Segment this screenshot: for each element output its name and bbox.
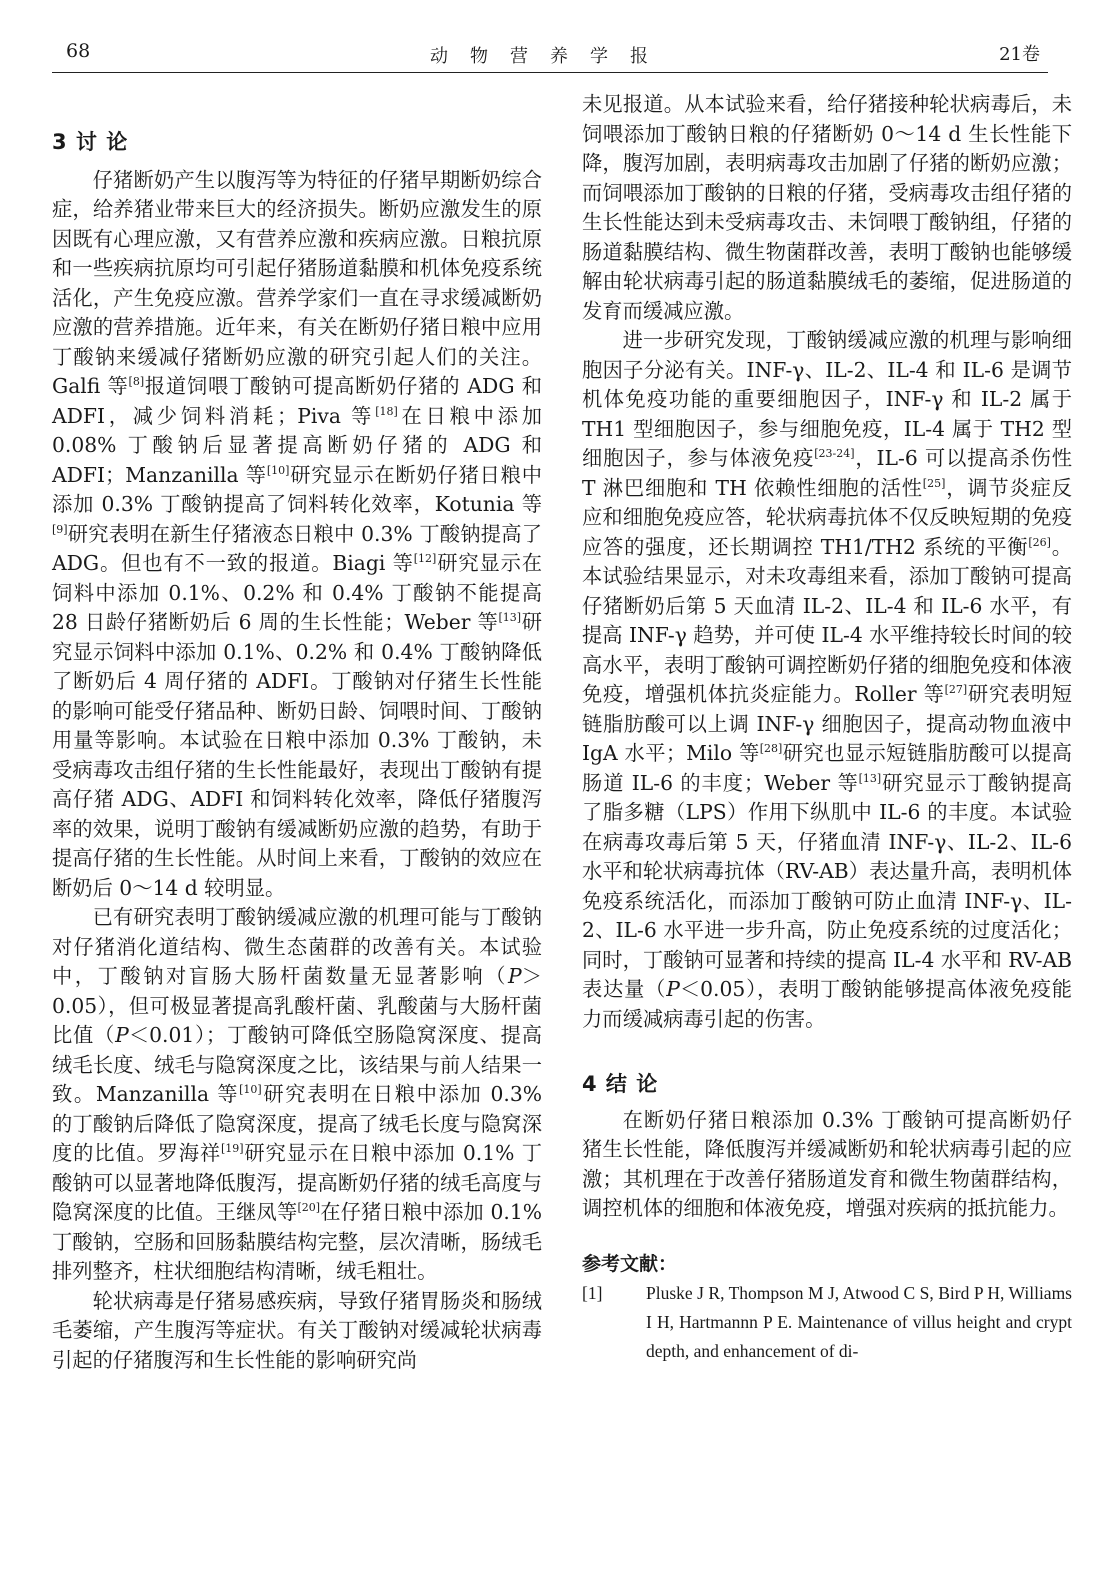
section-heading-discussion: 3 讨 论: [52, 130, 129, 154]
paragraph: 进一步研究发现，丁酸钠缓减应激的机理与影响细胞因子分泌有关。INF-γ、IL-2、IL-4 和 IL-6 是调节机体免疫功能的重要细胞因子，INF-γ 和 IL-2 属于 TH1 型细胞因子，参与细胞免疫，IL-4 属于 TH2 型细胞因子，参与体液免疫[23-24]，IL-6 可以提高杀伤性 T 淋巴细胞和 TH 依赖性细胞的活性[25]，调节炎症反应和细胞免疫应答，轮状病毒抗体不仅反映短期的免疫应答的强度，还长期调控 TH1/TH2 系统的平衡[26]。本试验结果显示，对未攻毒组来看，添加丁酸钠可提高仔猪断奶后第 5 天血清 IL-2、IL-4 和 IL-6 水平，有提高 INF-γ 趋势，并可使 IL-4 水平维持较长时间的较高水平，表明丁酸钠可调控断奶仔猪的细胞免疫和体液免疫，增强机体抗炎症能力。Roller 等[27]研究表明短链脂肪酸可以上调 INF-γ 细胞因子，提高动物血液中 IgA 水平；Milo 等[28]研究也显示短链脂肪酸可以提高肠道 IL-6 的丰度；Weber 等[13]研究显示丁酸钠提高了脂多糖（LPS）作用下纵肌中 IL-6 的丰度。本试验在病毒攻毒后第 5 天，仔猪血清 INF-γ、IL-2、IL-6 水平和轮状病毒抗体（RV-AB）表达量升高，表明机体免疫系统活化，而添加丁酸钠可防止血清 INF-γ、IL-2、IL-6 水平进一步升高，防止免疫系统的过度活化；同时，丁酸钠可显著和持续的提高 IL-4 水平和 RV-AB 表达量（P＜0.05），表明丁酸钠能够提高体液免疫能力而缓减病毒引起的伤害。: [582, 328, 1072, 1031]
citation: [23-24]: [814, 447, 855, 461]
citation: [28]: [759, 742, 783, 756]
section-heading-conclusion: 4 结 论: [582, 1072, 659, 1096]
citation: [8]: [128, 375, 145, 389]
left-column: [52, 90, 542, 1375]
citation: [27]: [944, 683, 968, 697]
citation: [20]: [297, 1201, 321, 1215]
citation: [18]: [375, 404, 398, 418]
reference-number: [1]: [582, 1282, 603, 1303]
citation: [13]: [498, 611, 522, 625]
reference-text: Pluske J R, Thompson M J, Atwood C S, Bird P H, Williams I H, Hartmannn P E. Maintenance of villus height and crypt depth, and enhancement of di-: [646, 1282, 1072, 1361]
citation: [12]: [413, 552, 437, 566]
paragraph: 在断奶仔猪日粮添加 0.3% 丁酸钠可提高断奶仔猪生长性能，降低腹泻并缓减断奶和轮状病毒引起的应激；其机理在于改善仔猪肠道发育和微生物菌群结构，调控机体的细胞和体液免疫，增强对疾病的抵抗能力。: [582, 1107, 1072, 1220]
journal-title: 动物营养学报: [430, 46, 670, 67]
paragraph: 未见报道。从本试验来看，给仔猪接种轮状病毒后，未饲喂添加丁酸钠日粮的仔猪断奶 0～14 d 生长性能下降，腹泻加剧，表明病毒攻击加剧了仔猪的断奶应激；而饲喂添加丁酸钠的日粮的仔猪，受病毒攻击组仔猪的生长性能达到未受病毒攻击、未饲喂丁酸钠组，仔猪的肠道黏膜结构、微生物菌群改善，表明丁酸钠也能够缓解由轮状病毒引起的肠道黏膜绒毛的萎缩，促进肠道的发育而缓减应激。: [582, 92, 1072, 323]
paragraph: 轮状病毒是仔猪易感疾病，导致仔猪胃肠炎和肠绒毛萎缩，产生腹泻等症状。有关丁酸钠对缓减轮状病毒引起的仔猪腹泻和生长性能的影响研究尚: [52, 1288, 542, 1372]
citation: [26]: [1028, 535, 1051, 549]
paragraph: 仔猪断奶产生以腹泻等为特征的仔猪早期断奶综合症，给养猪业带来巨大的经济损失。断奶应激发生的原因既有心理应激，又有营养应激和疾病应激。日粮抗原和一些疾病抗原均可引起仔猪肠道黏膜和机体免疫系统活化，产生免疫应激。营养学家们一直在寻求缓减断奶应激的营养措施。近年来，有关在断奶仔猪日粮中应用丁酸钠来缓减仔猪断奶应激的研究引起人们的关注。Galfi 等[8]报道饲喂丁酸钠可提高断奶仔猪的 ADG 和 ADFI，减少饲料消耗；Piva 等[18]在日粮中添加 0.08% 丁酸钠后显著提高断奶仔猪的 ADG 和 ADFI；Manzanilla 等[10]研究显示在断奶仔猪日粮中添加 0.3% 丁酸钠提高了饲料转化效率，Kotunia 等[9]研究表明在新生仔猪液态日粮中 0.3% 丁酸钠提高了 ADG。但也有不一致的报道。Biagi 等[12]研究显示在饲料中添加 0.1%、0.2% 和 0.4% 丁酸钠不能提高 28 日龄仔猪断奶后 6 周的生长性能；Weber 等[13]研究显示饲料中添加 0.1%、0.2% 和 0.4% 丁酸钠降低了断奶后 4 周仔猪的 ADFI。丁酸钠对仔猪生长性能的影响可能受仔猪品种、断奶日龄、饲喂时间、丁酸钠用量等影响。本试验在日粮中添加 0.3% 丁酸钠，未受病毒攻击组仔猪的生长性能最好，表现出丁酸钠有提高仔猪 ADG、ADFI 和饲料转化效率，降低仔猪腹泻率的效果，说明丁酸钠有缓减断奶应激的趋势，有助于提高仔猪的生长性能。从时间上来看，丁酸钠的效应在断奶后 0～14 d 较明显。: [52, 167, 542, 900]
citation: [10]: [266, 463, 290, 477]
citation: [10]: [239, 1083, 262, 1097]
paragraph: 已有研究表明丁酸钠缓减应激的机理可能与丁酸钠对仔猪消化道结构、微生态菌群的改善有关。本试验中，丁酸钠对盲肠大肠杆菌数量无显著影响（P＞0.05），但可极显著提高乳酸杆菌、乳酸菌与大肠杆菌比值（P＜0.01）；丁酸钠可降低空肠隐窝深度、提高绒毛长度、绒毛与隐窝深度之比，该结果与前人结果一致。Manzanilla 等[10]研究表明在日粮中添加 0.3% 的丁酸钠后降低了隐窝深度，提高了绒毛长度与隐窝深度的比值。罗海祥[19]研究显示在日粮中添加 0.1% 丁酸钠可以显著地降低腹泻，提高断奶仔猪的绒毛高度与隐窝深度的比值。王继凤等[20]在仔猪日粮中添加 0.1% 丁酸钠，空肠和回肠黏膜结构完整，层次清晰，肠绒毛排列整齐，柱状细胞结构清晰，绒毛粗壮。: [52, 905, 542, 1283]
page-header: [52, 38, 1048, 73]
citation: [9]: [52, 522, 68, 536]
citation: [13]: [858, 771, 882, 785]
right-column: [582, 90, 1072, 1366]
references-title: 参考文献：: [582, 1252, 678, 1275]
reference-item: [582, 1279, 1072, 1366]
page-number: 68: [66, 40, 91, 62]
citation: [25]: [922, 476, 946, 490]
citation: [19]: [220, 1142, 244, 1156]
volume-label: 21卷: [999, 44, 1040, 65]
